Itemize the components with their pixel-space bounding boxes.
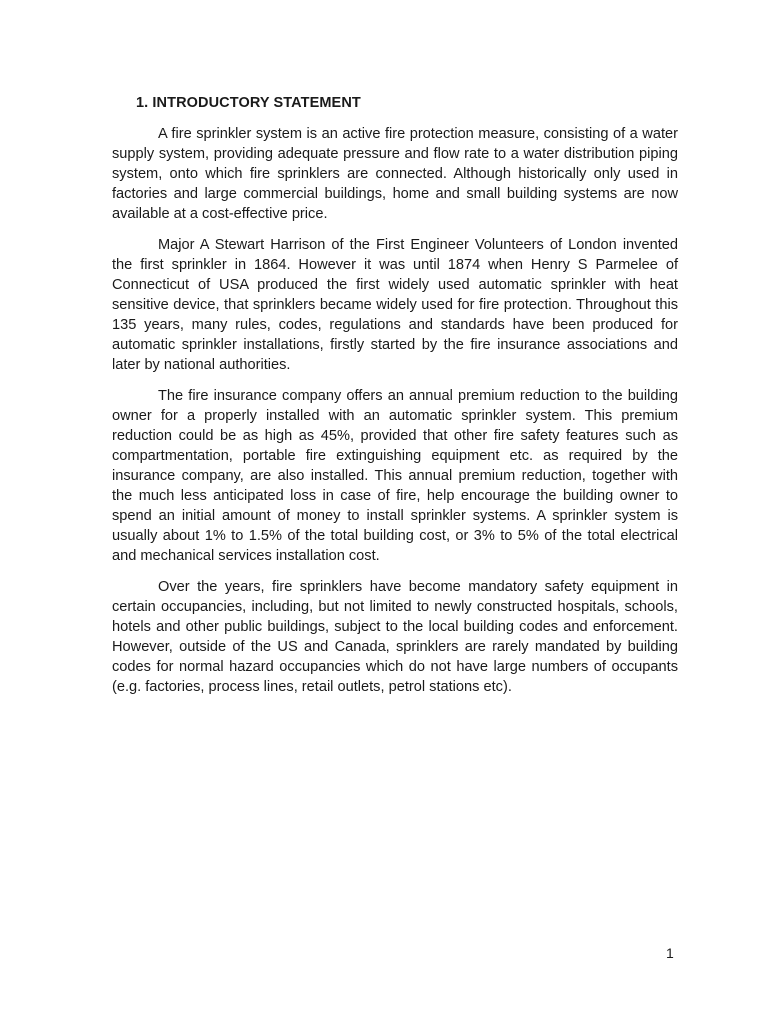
paragraph: A fire sprinkler system is an active fire protection measure, consisting of a water supply system, providing adequate pressure and flow rate to a water distribution piping system, onto which fire sprinklers are connected. Although historically only used in factories and large commercial buildings, home and small building systems are now available at a cost-effective price.	[112, 126, 678, 222]
body-text	[112, 124, 678, 708]
section-heading: 1. INTRODUCTORY STATEMENT	[136, 95, 361, 111]
paragraph: The fire insurance company offers an annual premium reduction to the building owner for a properly installed with an automatic sprinkler system. This premium reduction could be as high as 45%, provided that other fire safety features such as compartmentation, portable fire extinguishing equipment etc. as required by the insurance company, are also installed. This annual premium reduction, together with the much less anticipated loss in case of fire, help encourage the building owner to spend an initial amount of money to install sprinkler systems. A sprinkler system is usually about 1% to 1.5% of the total building cost, or 3% to 5% of the total electrical and mechanical services installation cost.	[112, 388, 678, 564]
page-number: 1	[666, 945, 674, 961]
paragraph: Over the years, fire sprinklers have become mandatory safety equipment in certain occupancies, including, but not limited to newly constructed hospitals, schools, hotels and other public buildings, subject to the local building codes and enforcement. However, outside of the US and Canada, sprinklers are rarely mandated by building codes for normal hazard occupancies which do not have large numbers of occupants (e.g. factories, process lines, retail outlets, petrol stations etc).	[112, 579, 678, 695]
paragraph: Major A Stewart Harrison of the First Engineer Volunteers of London invented the first sprinkler in 1864. However it was until 1874 when Henry S Parmelee of Connecticut of USA produced the first widely used automatic sprinkler with heat sensitive device, that sprinklers became widely used for fire protection. Throughout this 135 years, many rules, codes, regulations and standards have been produced for automatic sprinkler installations, firstly started by the fire insurance associations and later by national authorities.	[112, 237, 678, 373]
